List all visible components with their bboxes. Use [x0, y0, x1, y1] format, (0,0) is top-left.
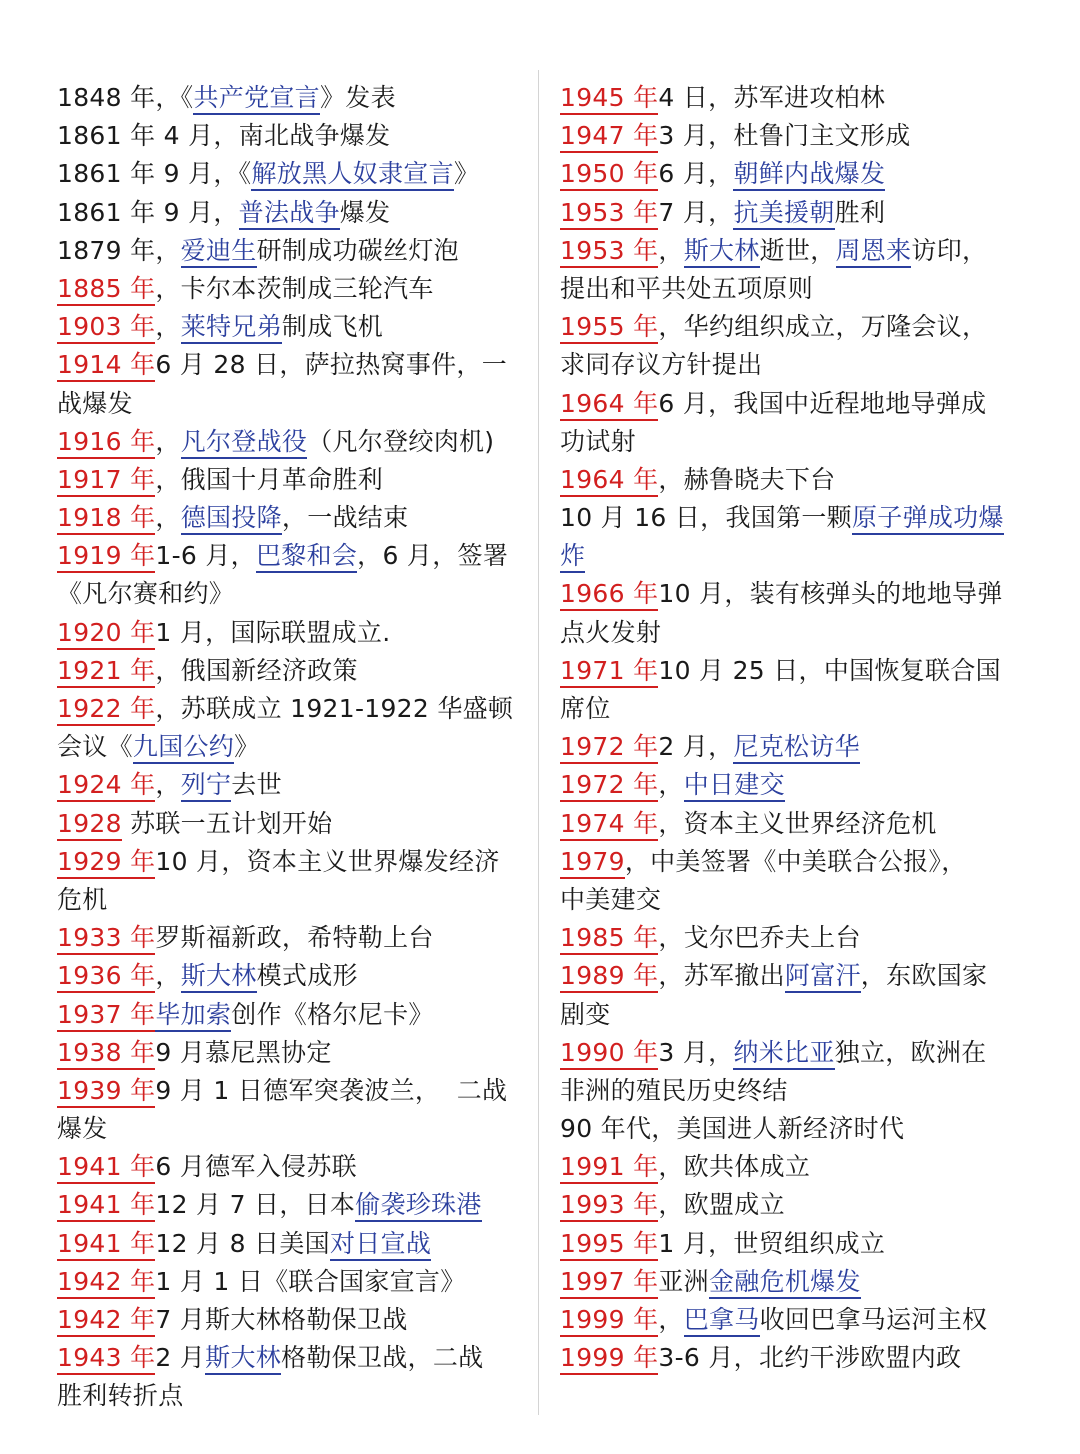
event-text: 胜利 — [834, 197, 886, 227]
timeline-line — [560, 270, 1030, 308]
timeline-line — [57, 1034, 525, 1072]
year-label: 1989 年 — [560, 961, 658, 993]
timeline-line — [57, 1301, 525, 1339]
event-text: 10 月，资本主义世界爆发经济 — [155, 846, 500, 876]
event-text: 12 月 8 日美国 — [155, 1228, 330, 1258]
event-text: 独立，欧洲在 — [834, 1037, 987, 1067]
timeline-line — [57, 1110, 525, 1148]
event-text: ， — [155, 312, 181, 342]
timeline-line — [560, 843, 1030, 881]
wiki-link[interactable]: 德国投降 — [181, 503, 282, 535]
year-label: 1964 年 — [560, 389, 658, 421]
wiki-link[interactable]: 原子弹成功爆 — [852, 503, 1004, 535]
year-label: 1942 年 — [57, 1267, 155, 1299]
year-label: 1943 年 — [57, 1343, 155, 1375]
wiki-link[interactable]: 爱迪生 — [181, 236, 257, 268]
timeline-line — [57, 117, 525, 155]
event-text: 10 月 16 日，我国第一颗 — [560, 503, 852, 533]
wiki-link[interactable]: 共产党宣言 — [193, 83, 320, 115]
event-text: 模式成形 — [256, 961, 358, 991]
wiki-link[interactable]: 尼克松访华 — [733, 732, 860, 764]
year-label: 1953 年 — [560, 236, 658, 268]
event-text: 会议《 — [57, 732, 133, 762]
timeline-line — [560, 232, 1030, 270]
event-text: 9 月慕尼黑协定 — [155, 1037, 332, 1067]
event-text: 访印， — [911, 235, 988, 265]
timeline-line — [560, 690, 1030, 728]
event-text: 收回巴拿马运河主权 — [759, 1305, 988, 1334]
timeline-line — [560, 1301, 1030, 1339]
event-text: （凡尔登绞肉机) — [307, 426, 495, 456]
timeline-line — [560, 575, 1030, 613]
year-label: 1990 年 — [560, 1038, 658, 1070]
event-text: 1861 年 4 月，南北战争爆发 — [57, 121, 391, 151]
event-text: 1861 年 9 月， — [57, 197, 239, 227]
year-label: 1936 年 — [57, 961, 155, 993]
event-text: 1861 年 9 月，《 — [57, 159, 252, 189]
year-label: 1955 年 — [560, 312, 658, 344]
timeline-line — [560, 308, 1030, 346]
year-label: 1993 年 — [560, 1190, 658, 1222]
timeline-line — [57, 1225, 525, 1263]
event-text: 格勒保卫战，二战 — [281, 1343, 484, 1373]
event-text: ，东欧国家 — [860, 961, 988, 991]
timeline-line — [57, 614, 525, 652]
wiki-link[interactable]: 普法战争 — [239, 198, 340, 230]
timeline-line — [57, 1263, 525, 1301]
wiki-link[interactable]: 解放黑人奴隶宣言 — [251, 159, 453, 191]
timeline-line — [560, 1225, 1030, 1263]
timeline-line — [560, 155, 1030, 193]
event-text: 7 月斯大林格勒保卫战 — [155, 1305, 408, 1334]
event-text: 1879 年， — [57, 235, 181, 265]
event-text: 》发表 — [320, 83, 396, 112]
timeline-line — [57, 423, 525, 461]
timeline-line — [560, 1339, 1030, 1377]
event-text: 》 — [453, 159, 480, 189]
year-label: 1997 年 — [560, 1267, 658, 1299]
timeline-line — [57, 499, 525, 537]
year-label: 1939 年 — [57, 1076, 155, 1108]
year-label: 1945 年 — [560, 83, 658, 115]
event-text: 3-6 月，北约干涉欧盟内政 — [658, 1343, 962, 1373]
timeline-line — [57, 1148, 525, 1186]
timeline-line — [57, 1339, 525, 1377]
year-label: 1953 年 — [560, 198, 658, 230]
year-label: 1922 年 — [57, 694, 155, 726]
timeline-line — [560, 1186, 1030, 1224]
wiki-link[interactable]: 斯大林 — [684, 236, 760, 268]
event-text: ，卡尔本茨制成三轮汽车 — [155, 273, 434, 303]
wiki-link[interactable]: 中日建交 — [684, 770, 785, 802]
year-label: 1995 年 — [560, 1229, 658, 1261]
event-text: ，苏军撤出 — [658, 961, 785, 991]
event-text: ，华约组织成立，万隆会议， — [658, 312, 988, 342]
timeline-line — [57, 652, 525, 690]
event-text: 3 月， — [658, 1037, 734, 1067]
timeline-line — [560, 652, 1030, 690]
wiki-link[interactable]: 阿富汗 — [785, 961, 861, 993]
year-label: 1971 年 — [560, 656, 658, 688]
timeline-line — [560, 79, 1030, 117]
year-label: 1947 年 — [560, 121, 658, 153]
event-text: ，苏联成立 1921-1922 华盛顿 — [155, 694, 514, 723]
event-text: 6 月，我国中近程地地导弹成 — [658, 388, 987, 418]
event-text: ，俄国新经济政策 — [155, 655, 358, 685]
timeline-line — [560, 194, 1030, 232]
timeline-line — [57, 385, 525, 423]
right-timeline-column — [560, 79, 1030, 1377]
event-text: 剧变 — [560, 999, 611, 1029]
event-text: 6 月， — [658, 159, 734, 189]
timeline-line — [57, 843, 525, 881]
wiki-link[interactable]: 炸 — [560, 541, 585, 573]
timeline-line — [57, 996, 525, 1034]
wiki-link[interactable]: 凡尔登战役 — [181, 427, 308, 459]
timeline-line — [560, 499, 1030, 537]
timeline-line — [57, 690, 525, 728]
wiki-link[interactable]: 纳米比亚 — [733, 1038, 834, 1070]
year-label: 1917 年 — [57, 465, 155, 497]
wiki-link[interactable]: 列宁 — [181, 770, 232, 802]
event-text: 2 月 — [155, 1343, 206, 1373]
year-label: 1903 年 — [57, 312, 155, 344]
event-text: ，俄国十月革命胜利 — [155, 464, 384, 494]
timeline-line — [560, 423, 1030, 461]
event-text: 9 月 1 日德军突袭波兰， 二战 — [155, 1075, 508, 1105]
event-text: ， — [155, 426, 181, 456]
year-label: 1999 年 — [560, 1305, 658, 1337]
timeline-line — [57, 155, 525, 193]
event-text: 罗斯福新政，希特勒上台 — [155, 923, 434, 953]
wiki-link[interactable]: 金融危机爆发 — [709, 1267, 861, 1299]
year-label: 1985 年 — [560, 923, 658, 955]
wiki-link[interactable]: 斯大林 — [181, 961, 257, 993]
year-label: 1966 年 — [560, 579, 658, 611]
event-text: 功试射 — [560, 426, 636, 456]
event-text: 制成飞机 — [281, 312, 384, 342]
event-text: 1-6 月， — [155, 541, 256, 571]
event-text: 1848 年，《 — [57, 83, 194, 112]
wiki-link[interactable]: 朝鲜内战爆发 — [733, 159, 885, 191]
event-text: 爆发 — [57, 1114, 108, 1144]
year-label: 1999 年 — [560, 1343, 658, 1375]
timeline-line — [57, 308, 525, 346]
event-text: 《凡尔赛和约》 — [57, 579, 235, 609]
event-text: ， — [155, 770, 181, 800]
event-text: 创作《格尔尼卡》 — [231, 999, 434, 1029]
timeline-line — [57, 1377, 525, 1415]
event-text: 胜利转折点 — [57, 1381, 184, 1411]
event-text: 爆发 — [339, 197, 391, 227]
timeline-line — [57, 1186, 525, 1224]
event-text: 苏联一五计划开始 — [121, 808, 333, 838]
timeline-line — [57, 766, 525, 804]
year-label: 1941 年 — [57, 1190, 155, 1222]
event-text: ， — [155, 503, 181, 533]
timeline-line — [560, 461, 1030, 499]
event-text: 危机 — [57, 884, 108, 914]
event-text: 12 月 7 日，日本 — [155, 1190, 356, 1220]
event-text: 1 月，国际联盟成立. — [155, 617, 391, 647]
timeline-line — [57, 728, 525, 766]
timeline-line — [560, 996, 1030, 1034]
timeline-line — [560, 117, 1030, 155]
timeline-line — [57, 575, 525, 613]
timeline-line — [57, 1072, 525, 1110]
event-text: 10 月，装有核弹头的地地导弹 — [658, 579, 1003, 609]
year-label: 1929 年 — [57, 847, 155, 879]
year-label: 1972 年 — [560, 770, 658, 802]
event-text: 3 月，杜鲁门主文形成 — [658, 121, 911, 151]
event-text: 90 年代，美国进人新经济时代 — [560, 1114, 905, 1144]
timeline-line — [57, 79, 525, 117]
timeline-line — [57, 881, 525, 919]
year-label: 1920 年 — [57, 618, 155, 650]
timeline-line — [57, 232, 525, 270]
event-text: ，资本主义世界经济危机 — [658, 808, 937, 838]
event-text: 席位 — [560, 694, 611, 723]
timeline-line — [560, 766, 1030, 804]
event-text: ， — [658, 235, 684, 265]
timeline-line — [560, 881, 1030, 919]
year-label: 1919 年 — [57, 541, 155, 573]
event-text: ， — [155, 961, 181, 991]
event-text: 研制成功碳丝灯泡 — [256, 235, 459, 265]
timeline-line — [560, 346, 1030, 384]
year-label: 1937 年 — [57, 1000, 155, 1032]
year-label: 1918 年 — [57, 503, 155, 535]
event-text: ，欧盟成立 — [658, 1190, 785, 1220]
event-text: 求同存议方针提出 — [560, 350, 763, 380]
timeline-line — [560, 919, 1030, 957]
event-text: 》 — [234, 732, 260, 762]
timeline-line — [57, 537, 525, 575]
wiki-link[interactable]: 斯大林 — [205, 1343, 281, 1375]
column-divider — [538, 70, 539, 1415]
timeline-line — [560, 1072, 1030, 1110]
event-text: 10 月 25 日，中国恢复联合国 — [658, 655, 1001, 685]
timeline-line — [57, 461, 525, 499]
timeline-line — [57, 346, 525, 384]
event-text: 点火发射 — [560, 617, 662, 647]
timeline-line — [560, 805, 1030, 843]
year-label: 1941 年 — [57, 1152, 155, 1184]
wiki-link[interactable]: 巴拿马 — [684, 1305, 760, 1337]
wiki-link[interactable]: 毕加索 — [155, 1000, 231, 1032]
wiki-link[interactable]: 周恩来 — [836, 236, 912, 268]
timeline-line — [560, 728, 1030, 766]
timeline-line — [560, 1148, 1030, 1186]
event-text: 6 月德军入侵苏联 — [155, 1152, 357, 1182]
event-text: 去世 — [231, 770, 282, 800]
event-text: 4 日，苏军进攻柏林 — [658, 83, 886, 112]
timeline-line — [57, 957, 525, 995]
event-text: 7 月， — [658, 197, 734, 227]
timeline-line — [560, 385, 1030, 423]
year-label: 1964 年 — [560, 465, 658, 497]
wiki-link[interactable]: 偷袭珍珠港 — [355, 1190, 482, 1222]
timeline-line — [57, 270, 525, 308]
event-text: 1 月，世贸组织成立 — [658, 1228, 886, 1258]
year-label: 1991 年 — [560, 1152, 658, 1184]
year-label: 1974 年 — [560, 809, 658, 841]
timeline-line — [560, 1110, 1030, 1148]
year-label: 1942 年 — [57, 1305, 155, 1337]
event-text: ，戈尔巴乔夫上台 — [658, 923, 861, 953]
timeline-line — [57, 919, 525, 957]
event-text: ，赫鲁晓夫下台 — [658, 464, 836, 494]
timeline-line — [560, 957, 1030, 995]
year-label: 1950 年 — [560, 159, 658, 191]
year-label: 1914 年 — [57, 350, 155, 382]
wiki-link[interactable]: 对日宣战 — [330, 1229, 431, 1261]
year-label: 1941 年 — [57, 1229, 155, 1261]
event-text: ，中美签署《中美联合公报》， — [624, 846, 967, 876]
event-text: 提出和平共处五项原则 — [560, 273, 814, 303]
timeline-line — [560, 1034, 1030, 1072]
event-text: 6 月 28 日，萨拉热窝事件，一 — [155, 350, 508, 380]
event-text: ，一战结束 — [281, 503, 409, 533]
event-text: 中美建交 — [560, 884, 662, 914]
timeline-line — [560, 537, 1030, 575]
event-text: ，欧共体成立 — [658, 1152, 811, 1182]
year-label: 1979 — [560, 847, 625, 879]
year-label: 1933 年 — [57, 923, 155, 955]
year-label: 1885 年 — [57, 274, 155, 306]
event-text: 战爆发 — [57, 388, 133, 418]
year-label: 1928 — [57, 809, 122, 841]
event-text: 逝世， — [759, 235, 836, 265]
event-text: 亚洲 — [658, 1266, 709, 1296]
event-text: ， — [658, 770, 684, 800]
wiki-link[interactable]: 莱特兄弟 — [181, 312, 282, 344]
year-label: 1916 年 — [57, 427, 155, 459]
wiki-link[interactable]: 巴黎和会 — [256, 541, 357, 573]
timeline-line — [560, 1263, 1030, 1301]
event-text: 非洲的殖民历史终结 — [560, 1075, 788, 1105]
year-label: 1938 年 — [57, 1038, 155, 1070]
event-text: ，6 月，签署 — [357, 541, 509, 571]
year-label: 1972 年 — [560, 732, 658, 764]
event-text: 2 月， — [658, 732, 734, 762]
year-label: 1924 年 — [57, 770, 155, 802]
timeline-line — [57, 805, 525, 843]
timeline-line — [57, 194, 525, 232]
event-text: ， — [658, 1305, 684, 1334]
event-text: 1 月 1 日《联合国家宣言》 — [155, 1266, 466, 1296]
left-timeline-column — [57, 79, 525, 1416]
wiki-link[interactable]: 抗美援朝 — [733, 198, 834, 230]
timeline-line — [560, 614, 1030, 652]
year-label: 1921 年 — [57, 656, 155, 688]
wiki-link[interactable]: 九国公约 — [133, 732, 234, 764]
